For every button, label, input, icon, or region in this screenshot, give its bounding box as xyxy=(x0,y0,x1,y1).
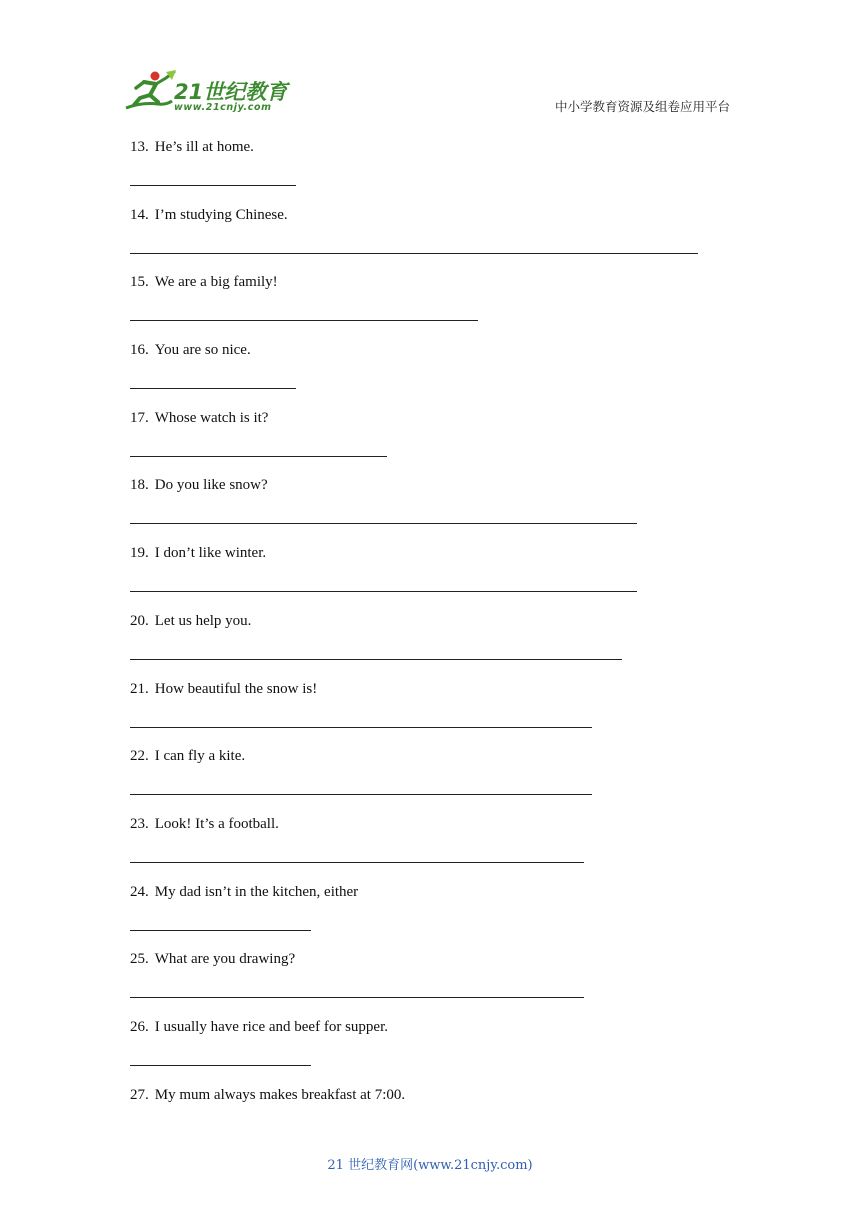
question-number: 27. xyxy=(130,1086,149,1103)
answer-blank-line[interactable] xyxy=(130,185,296,186)
question-number: 21. xyxy=(130,680,149,697)
question-sentence: I don’t like winter. xyxy=(154,545,267,562)
question-number: 26. xyxy=(130,1018,149,1035)
question-sentence: What are you drawing? xyxy=(154,951,296,968)
question-item xyxy=(130,948,730,1016)
question-number: 16. xyxy=(130,342,149,359)
answer-blank-line[interactable] xyxy=(130,523,637,524)
question-item xyxy=(130,813,730,881)
question-sentence: Do you like snow? xyxy=(154,477,268,494)
header-slogan: 中小学教育资源及组卷应用平台 xyxy=(554,99,730,114)
question-number: 25. xyxy=(130,951,149,968)
question-text xyxy=(130,339,251,361)
question-item xyxy=(130,542,730,610)
question-number: 17. xyxy=(130,409,149,426)
question-number: 18. xyxy=(130,477,149,494)
answer-blank-line[interactable] xyxy=(130,320,478,321)
answer-blank-line[interactable] xyxy=(130,1065,311,1066)
question-number: 19. xyxy=(130,545,149,562)
answer-blank-line[interactable] xyxy=(130,862,584,863)
question-sentence: Let us help you. xyxy=(154,612,252,629)
question-sentence: We are a big family! xyxy=(154,274,278,291)
question-text xyxy=(130,813,279,835)
page-footer: 21 世纪教育网(www.21cnjy.com) xyxy=(327,1158,533,1173)
question-item xyxy=(130,204,730,272)
question-item xyxy=(130,1084,730,1152)
question-item xyxy=(130,407,730,475)
question-item xyxy=(130,474,730,542)
question-number: 13. xyxy=(130,139,149,155)
running-figure-logo-icon xyxy=(122,68,178,114)
question-item xyxy=(130,678,730,746)
answer-blank-line[interactable] xyxy=(130,591,637,592)
question-item xyxy=(130,339,730,407)
question-sentence: I can fly a kite. xyxy=(154,748,246,765)
question-item xyxy=(130,136,730,204)
question-text xyxy=(130,881,358,903)
answer-blank-line[interactable] xyxy=(130,997,584,998)
answer-blank-line[interactable] xyxy=(130,456,387,457)
question-item xyxy=(130,745,730,813)
question-item xyxy=(130,1016,730,1084)
question-text xyxy=(130,474,268,496)
question-text xyxy=(130,136,254,158)
question-sentence: Look! It’s a football. xyxy=(154,815,279,832)
question-sentence: My mum always makes breakfast at 7:00. xyxy=(154,1086,406,1103)
question-sentence: You are so nice. xyxy=(154,342,251,359)
answer-blank-line[interactable] xyxy=(130,930,311,931)
question-sentence: I usually have rice and beef for supper. xyxy=(154,1018,388,1035)
question-text xyxy=(130,745,245,767)
question-text xyxy=(130,1084,405,1106)
page-header xyxy=(0,0,860,120)
question-item xyxy=(130,881,730,949)
answer-blank-line[interactable] xyxy=(130,794,592,795)
question-item xyxy=(130,271,730,339)
question-number: 14. xyxy=(130,206,149,223)
question-number: 15. xyxy=(130,274,149,291)
logo-text: 21世纪教育 xyxy=(174,80,288,104)
question-number: 20. xyxy=(130,612,149,629)
question-text xyxy=(130,948,295,970)
question-list xyxy=(130,136,730,1151)
question-sentence: He’s ill at home. xyxy=(154,139,254,155)
question-text xyxy=(130,610,251,632)
answer-blank-line[interactable] xyxy=(130,388,296,389)
question-text xyxy=(130,678,317,700)
question-text xyxy=(130,271,278,293)
question-number: 24. xyxy=(130,883,149,900)
logo-url: www.21cnjy.com xyxy=(174,102,272,113)
question-sentence: Whose watch is it? xyxy=(154,409,269,426)
question-text xyxy=(130,407,268,429)
question-sentence: How beautiful the snow is! xyxy=(154,680,318,697)
site-logo xyxy=(122,68,292,116)
question-number: 22. xyxy=(130,748,149,765)
answer-blank-line[interactable] xyxy=(130,253,698,254)
question-number: 23. xyxy=(130,815,149,832)
question-item xyxy=(130,610,730,678)
question-sentence: I’m studying Chinese. xyxy=(154,206,288,223)
answer-blank-line[interactable] xyxy=(130,659,622,660)
question-sentence: My dad isn’t in the kitchen, either xyxy=(154,883,359,900)
answer-blank-line[interactable] xyxy=(130,727,592,728)
question-text xyxy=(130,1016,388,1038)
question-text xyxy=(130,204,288,226)
question-text xyxy=(130,542,266,564)
